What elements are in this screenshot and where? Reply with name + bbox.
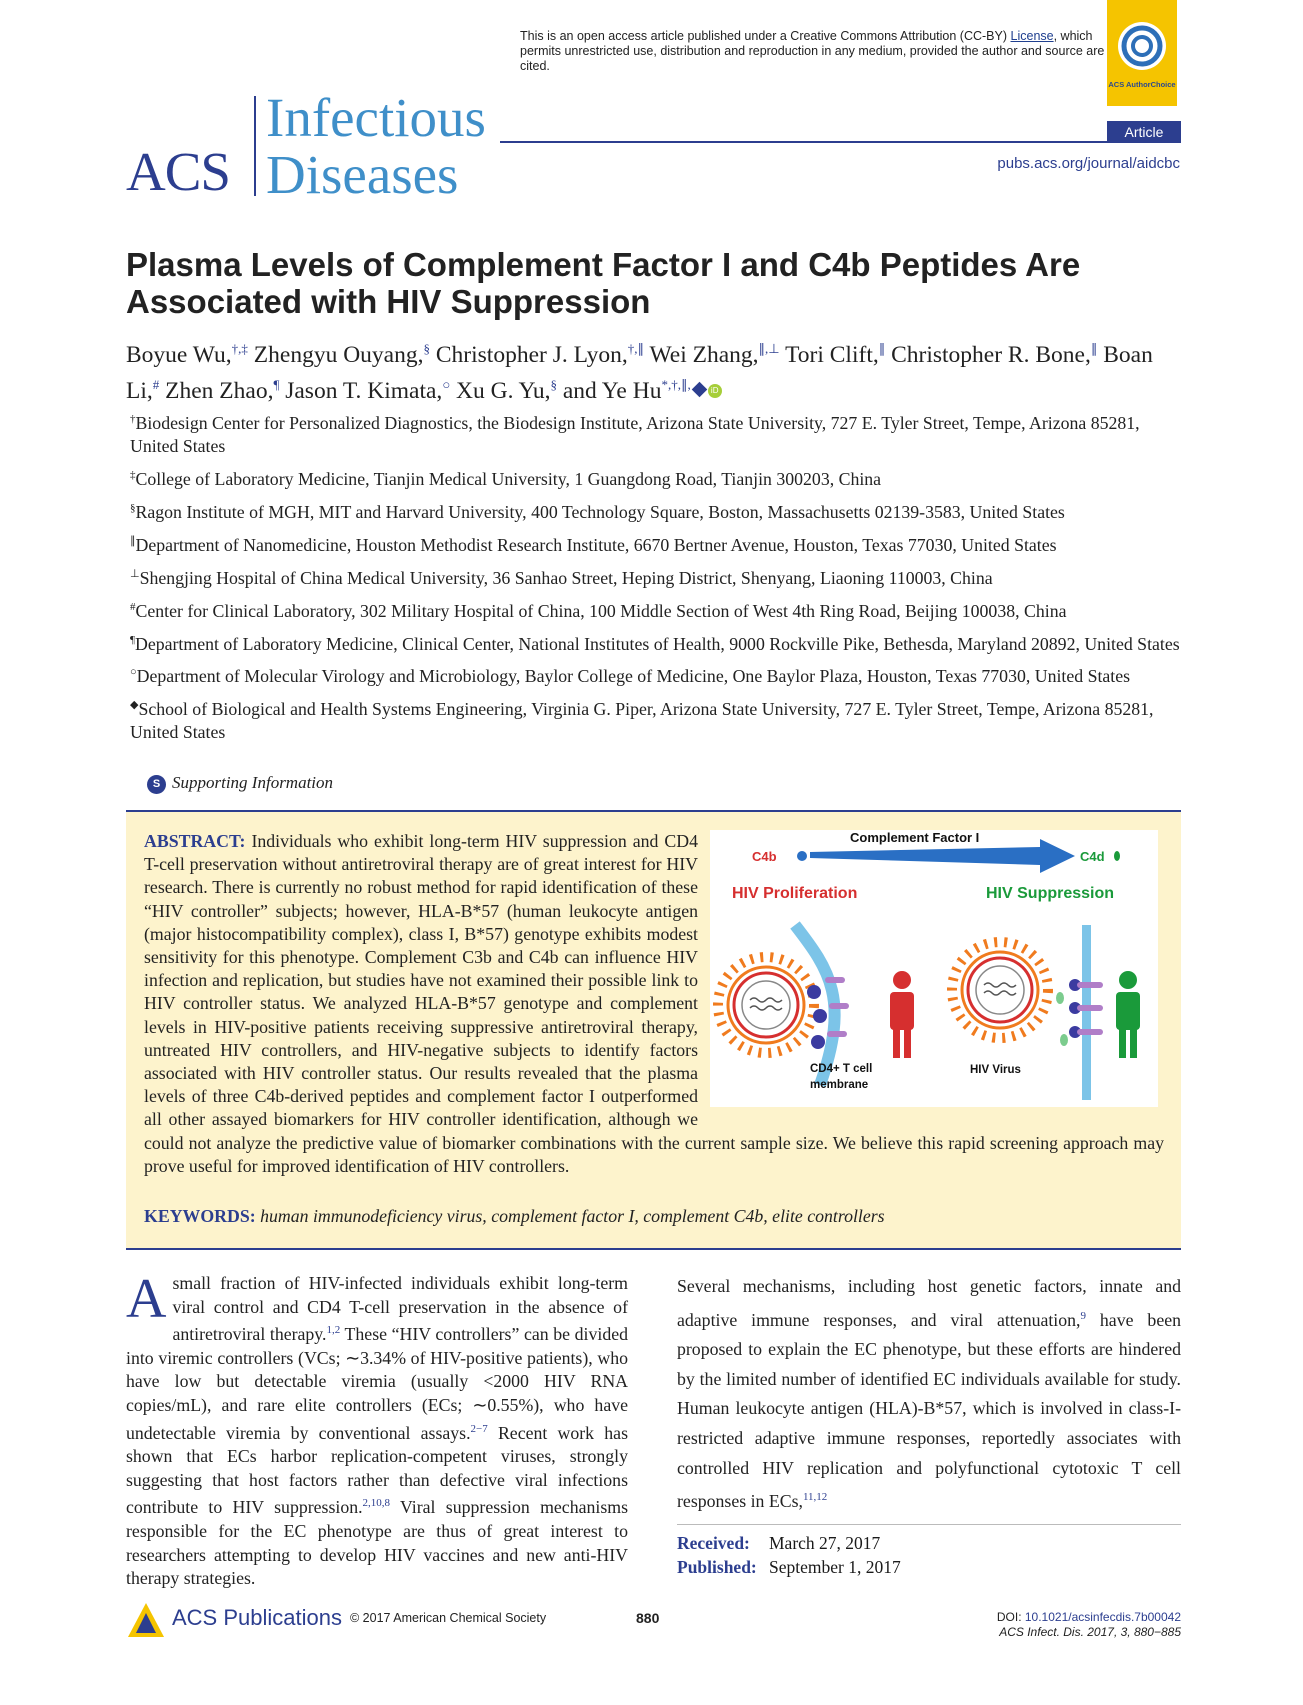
acs-authorchoice-badge[interactable] (1107, 0, 1177, 106)
affiliation-mark: † (130, 413, 136, 425)
author-list (126, 334, 1186, 406)
column-1-text (126, 1268, 628, 1589)
affiliation-item (126, 596, 1186, 623)
drop-cap: A (126, 1268, 167, 1330)
column-2-text (677, 1276, 1181, 1511)
abstract-box (126, 810, 1181, 1250)
red-person-icon (890, 971, 914, 1058)
license-link[interactable]: License (1010, 29, 1054, 43)
header-rule (500, 141, 1180, 143)
citation-link[interactable]: 2,10,8 (362, 1497, 391, 1510)
paragraph-text: have been proposed to explain the EC phenotype, but these efforts are hindered by the limited number of identified EC individuals available for study. Human leukocyte antigen (HLA)-B*57, which is involved in class-I-restricted adaptive immune responses, reportedly associates with controlled HIV replication and polyfunctional cytotoxic T cell responses in ECs, (677, 1309, 1181, 1512)
paragraph-text: Viral suppression mechanisms responsible for the EC phenotype are thus of great interest to researchers attempting to develop HIV vaccines and new anti-HIV therapy strategies. (126, 1497, 628, 1589)
citation-line: ACS Infect. Dis. 2017, 3, 880−885 (999, 1625, 1181, 1639)
orcid-icon[interactable]: iD (708, 384, 722, 398)
toc-virus-label: HIV Virus (970, 1064, 1021, 1076)
publication-dates (677, 1531, 1181, 1579)
toc-right-title: HIV Suppression (986, 885, 1115, 902)
author-name: Wei Zhang, (649, 341, 759, 368)
author-affiliation-marks: § (423, 341, 430, 356)
acs-publications-name: ACS Publications (172, 1605, 342, 1630)
toc-membrane-label-2: membrane (810, 1079, 869, 1091)
author-name: Boan Li, (126, 341, 1153, 404)
acs-publications-logo-icon (126, 1601, 166, 1646)
open-access-text-2: , which permits unrestricted use, distribution and reproduction in any medium, provided the author and source are cited. (520, 29, 1105, 73)
body-column-right (677, 1272, 1181, 1517)
keywords-heading: KEYWORDS: (144, 1206, 256, 1226)
author-affiliation-marks: § (550, 376, 557, 392)
published-date: September 1, 2017 (769, 1557, 901, 1577)
affiliation-text: Ragon Institute of MGH, MIT and Harvard University, 400 Technology Square, Boston, Massachusetts 02139-3583, United States (135, 501, 1065, 522)
toc-c4d-label: C4d (1080, 849, 1105, 864)
citation-link[interactable]: 11,12 (802, 1491, 828, 1504)
received-label: Received: (677, 1533, 750, 1553)
author-affiliation-marks: # (152, 376, 160, 392)
open-access-text-1: This is an open access article published under a Creative Commons Attribution (CC-BY) (520, 29, 1008, 43)
cd4-membrane-right (1082, 925, 1091, 1100)
body-column-left (126, 1268, 628, 1591)
toc-graphic-svg (710, 830, 1158, 1107)
affiliation-text: Shengjing Hospital of China Medical University, 36 Sanhao Street, Heping District, Shenyang, Liaoning 110003, China (139, 567, 993, 588)
abstract-text: Individuals who exhibit long-term HIV suppression and CD4 T-cell preservation without antiretroviral therapy are of great interest for HIV research. There is currently no robust method for rapid identification of these “HIV controller” subjects; however, HLA-B*57 (human leukocyte antigen (major histocompatibility complex), class I, B*57) genotype exhibits modest sensitivity for this phenotype. Complement C3b and C4b can influence HIV infection and replication, but studies have not examined their possible link to HIV controller status. We analyzed HLA-B*57 genotype and complement levels in HIV-positive patients receiving suppressive antiretroviral therapy, untreated HIV controllers, and HIV-negative subjects to identify factors associated with HIV controller status. Our results revealed that the plasma levels of three C4b-derived peptides and complement factor I outperformed all other assayed biomarkers for HIV controller identification, although we could not analyze the predictive value of biomarker combinations with the current sample size. We believe this rapid screening approach may prove useful for improved identification of HIV controllers. (144, 831, 1164, 1176)
supporting-information-link[interactable] (147, 773, 333, 794)
author-name: Jason T. Kimata, (285, 377, 443, 404)
affiliation-item (126, 661, 1186, 688)
author-name: Christopher R. Bone, (891, 341, 1091, 368)
author-affiliation-marks: *,†,∥, (661, 376, 691, 392)
hiv-virus-left (718, 957, 814, 1053)
paper-title: Plasma Levels of Complement Factor I and C4b Peptides Are Associated with HIV Suppression (126, 246, 1081, 320)
affiliation-item (126, 530, 1186, 557)
supporting-info-icon: S (147, 775, 166, 794)
author-affiliation-marks: ∥ (1090, 341, 1098, 356)
affiliation-text: Department of Nanomedicine, Houston Methodist Research Institute, 6670 Bertner Avenue, Houston, Texas 77030, United States (135, 534, 1057, 555)
affiliation-text: Center for Clinical Laboratory, 302 Military Hospital of China, 100 Middle Section of West 4th Ring Road, Beijing 100038, China (135, 600, 1067, 621)
paragraph-text: Several mechanisms, including host genetic factors, innate and adaptive immune responses, and viral attenuation, (677, 1276, 1181, 1330)
author-name: Zhen Zhao, (165, 377, 274, 404)
author-affiliation-marks: †,∥ (627, 341, 645, 356)
logo-divider (254, 96, 256, 196)
affiliation-mark: § (130, 501, 136, 514)
affiliation-text: Department of Laboratory Medicine, Clinical Center, National Institutes of Health, 9000 Rockville Pike, Bethesda, Maryland 20892, United States (134, 633, 1180, 654)
citation-link[interactable]: 1,2 (326, 1324, 341, 1337)
copyright-notice: © 2017 American Chemical Society (350, 1611, 547, 1625)
journal-logo-word-1: Infectious (266, 87, 486, 148)
abstract-heading: ABSTRACT: (144, 831, 246, 851)
author-affiliation-marks: †,‡ (231, 341, 248, 356)
affiliation-text: College of Laboratory Medicine, Tianjin Medical University, 1 Guangdong Road, Tianjin 300203, China (135, 468, 882, 489)
citation-link[interactable]: 2−7 (470, 1422, 488, 1435)
journal-logo-word-2: Diseases (266, 144, 459, 205)
affiliation-mark: ○ (130, 666, 137, 679)
paragraph-text: small fraction of HIV-infected individuals exhibit long-term viral control and CD4 T-cell preservation in the absence of antiretroviral therapy. (172, 1273, 628, 1345)
affiliation-text: School of Biological and Health Systems Engineering, Virginia G. Piper, Arizona State University, 727 E. Tyler Street, Tempe, Arizona 85281, United States (130, 699, 1154, 743)
dates-divider (677, 1524, 1181, 1525)
affiliation-item (126, 629, 1186, 656)
affiliation-mark: # (130, 600, 136, 613)
c4b-dot (797, 851, 807, 861)
paragraph-text: These “HIV controllers” can be divided into viremic controllers (VCs; ∼3.34% of HIV-positive patients), who have low but detectable viremia (usually <2000 HIV RNA copies/mL), and rare elite controllers (ECs; ∼0.55%), who have undetectable viremia by conventional assays. (126, 1324, 628, 1443)
affiliation-text: Department of Molecular Virology and Microbiology, Baylor College of Medicine, One Baylor Plaza, Houston, Texas 77030, United States (136, 666, 1131, 687)
toc-membrane-label-1: CD4+ T cell (810, 1063, 873, 1075)
doi-label: DOI: (996, 1610, 1025, 1624)
keywords-line (144, 1206, 1164, 1227)
diamond-icon (691, 381, 707, 397)
affiliation-item (126, 563, 1186, 590)
green-person-icon (1116, 971, 1140, 1058)
doi-link[interactable]: 10.1021/acsinfecdis.7b00042 (1024, 1610, 1181, 1624)
open-access-notice (520, 29, 1120, 74)
author-affiliation-marks: ∥ (878, 341, 886, 356)
affiliation-item (126, 694, 1186, 744)
received-date: March 27, 2017 (769, 1533, 881, 1553)
doi-block (900, 1610, 1181, 1640)
toc-arrow-label: Complement Factor I (850, 830, 980, 845)
authorchoice-label: ACS AuthorChoice (1108, 80, 1176, 89)
c4d-dot (1114, 851, 1120, 861)
paragraph-text: Recent work has shown that ECs harbor replication-competent viruses, strongly suggesting that host factors rather than defective viral infections contribute to HIV suppression. (126, 1422, 628, 1518)
author-affiliation-marks: ∥,⊥ (758, 341, 780, 356)
page-number: 880 (636, 1610, 660, 1626)
toc-c4b-label: C4b (752, 849, 777, 864)
authorchoice-icon (1118, 22, 1166, 70)
affiliation-item (126, 408, 1186, 458)
affiliation-item (126, 464, 1186, 491)
author-name: Tori Clift, (785, 341, 879, 368)
journal-url-link[interactable]: pubs.acs.org/journal/aidcbc (997, 155, 1180, 172)
toc-left-title: HIV Proliferation (732, 885, 858, 902)
affiliation-item (126, 497, 1186, 524)
article-type-tag: Article (1107, 121, 1181, 143)
supporting-info-label: Supporting Information (172, 773, 334, 792)
author-name: Boyue Wu, (126, 341, 232, 368)
journal-logo-acs: ACS (126, 141, 230, 202)
affiliation-mark: ∥ (130, 534, 136, 547)
c4d-fragments (1056, 992, 1068, 1046)
toc-graphic (710, 830, 1158, 1107)
author-name: and Ye Hu (562, 377, 662, 404)
keywords-text: human immunodeficiency virus, complement factor I, complement C4b, elite controllers (260, 1206, 885, 1226)
author-name: Zhengyu Ouyang, (253, 341, 424, 368)
affiliation-mark: ◆ (130, 699, 139, 712)
citation-link[interactable]: 9 (1080, 1309, 1086, 1322)
affiliation-mark: ⊥ (130, 567, 140, 580)
affiliation-mark: ¶ (130, 633, 135, 646)
author-affiliation-marks: ○ (442, 376, 451, 392)
affiliation-list (126, 408, 1186, 750)
affiliation-text: Biodesign Center for Personalized Diagnostics, the Biodesign Institute, Arizona State University, 727 E. Tyler Street, Tempe, Arizona 85281, United States (130, 412, 1140, 456)
hiv-virus-right (952, 942, 1048, 1038)
author-name: Xu G. Yu, (456, 377, 551, 404)
affiliation-mark: ‡ (130, 468, 136, 481)
published-label: Published: (677, 1557, 757, 1577)
author-name: Christopher J. Lyon, (435, 341, 628, 368)
author-affiliation-marks: ¶ (273, 376, 280, 392)
